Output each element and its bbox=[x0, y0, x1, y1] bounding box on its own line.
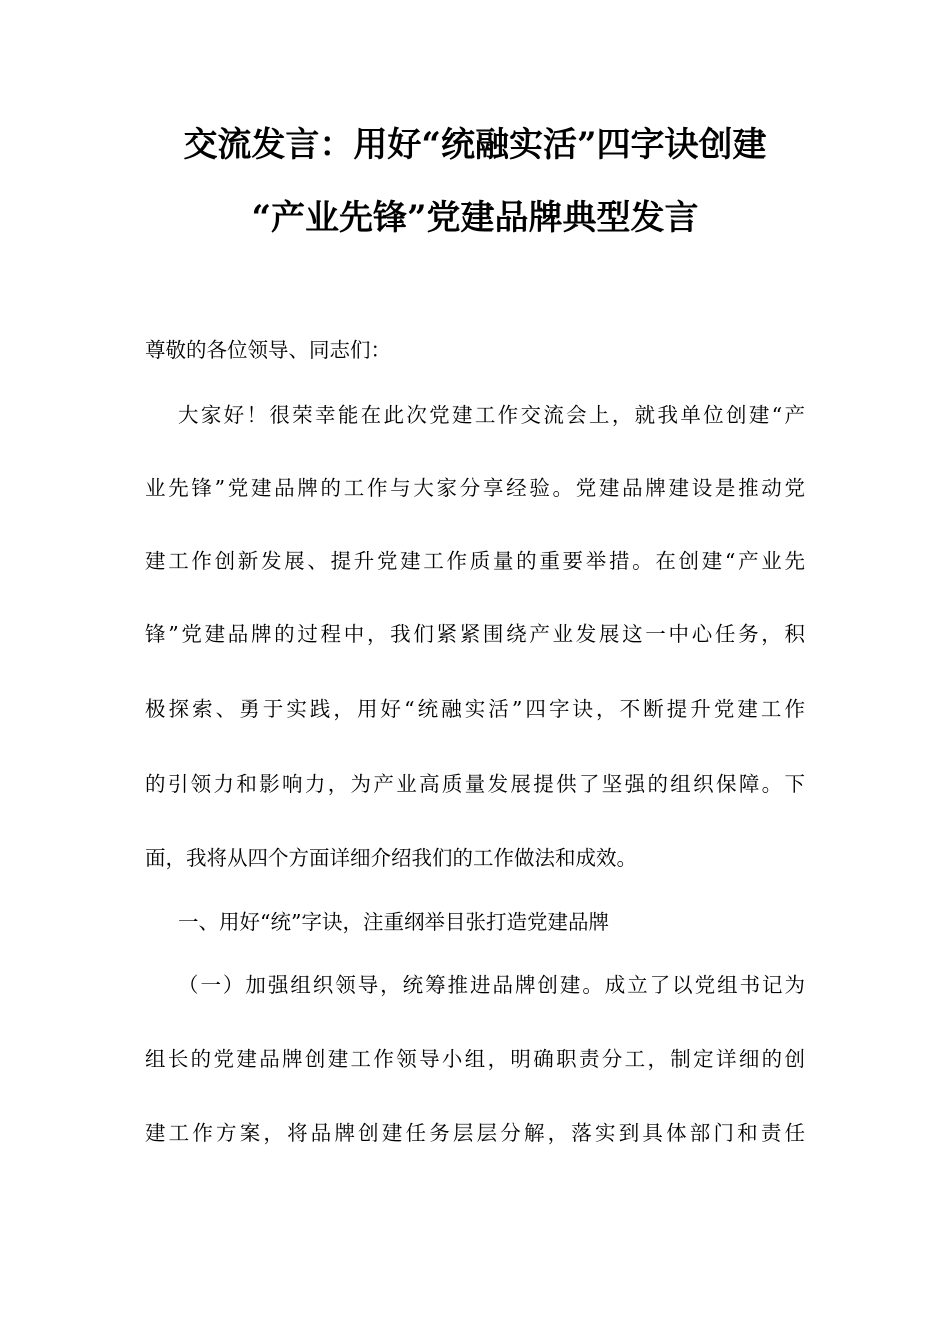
intro-paragraph-line: 面，我将从四个方面详细介绍我们的工作做法和成效。 bbox=[145, 846, 637, 870]
document-title-line-1: 交流发言：用好“统融实活”四字诀创建 bbox=[183, 125, 767, 165]
document-title-line-2: “产业先锋”党建品牌典型发言 bbox=[251, 198, 699, 238]
salutation: 尊敬的各位领导、同志们： bbox=[145, 338, 391, 362]
section-heading: 一、用好“统”字诀，注重纲举目张打造党建品牌 bbox=[178, 910, 609, 934]
intro-paragraph-line: 业先锋”党建品牌的工作与大家分享经验。党建品牌建设是推动党 bbox=[145, 476, 805, 500]
subsection-paragraph-line: 建工作方案，将品牌创建任务层层分解，落实到具体部门和责任 bbox=[145, 1121, 805, 1145]
intro-paragraph-line: 锋”党建品牌的过程中，我们紧紧围绕产业发展这一中心任务，积 bbox=[145, 622, 805, 646]
subsection-paragraph-line: （一）加强组织领导，统筹推进品牌创建。成立了以党组书记为 bbox=[178, 973, 805, 997]
subsection-paragraph-line: 组长的党建品牌创建工作领导小组，明确职责分工，制定详细的创 bbox=[145, 1047, 805, 1071]
intro-paragraph-line: 建工作创新发展、提升党建工作质量的重要举措。在创建“产业先 bbox=[145, 549, 805, 573]
intro-paragraph-line: 极探索、勇于实践，用好“统融实活”四字诀，不断提升党建工作 bbox=[145, 697, 805, 721]
intro-paragraph-line: 的引领力和影响力，为产业高质量发展提供了坚强的组织保障。下 bbox=[145, 772, 805, 796]
intro-paragraph-line: 大家好！很荣幸能在此次党建工作交流会上，就我单位创建“产 bbox=[178, 403, 805, 427]
